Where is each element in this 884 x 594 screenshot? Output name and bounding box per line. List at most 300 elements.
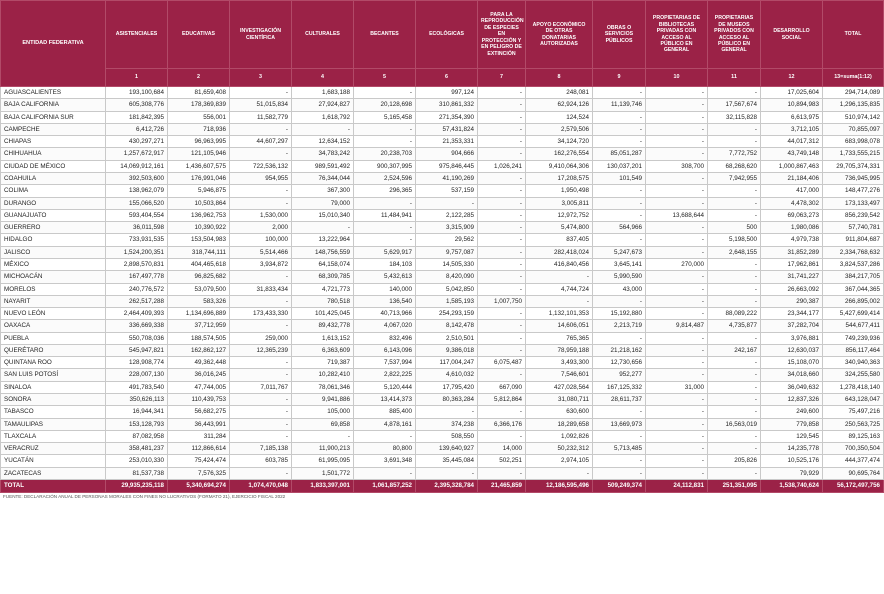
value-cell: 173,433,330 xyxy=(230,308,292,320)
value-cell: 89,432,778 xyxy=(292,320,354,332)
value-cell: - xyxy=(478,332,526,344)
value-cell: 5,629,917 xyxy=(354,246,416,258)
value-cell: 124,524 xyxy=(526,111,593,123)
value-cell: 5,812,864 xyxy=(478,394,526,406)
total-value-cell: 24,112,831 xyxy=(646,480,708,493)
state-name-cell: NUEVO LEÓN xyxy=(1,308,106,320)
table-row xyxy=(1,332,884,344)
value-cell: - xyxy=(354,123,416,135)
value-cell: 416,840,456 xyxy=(526,258,593,270)
value-cell: - xyxy=(593,185,646,197)
value-cell: 643,128,047 xyxy=(823,394,884,406)
value-cell: 13,688,644 xyxy=(646,209,708,221)
value-cell: - xyxy=(354,222,416,234)
value-cell: 136,962,753 xyxy=(168,209,230,221)
value-cell: 2,464,409,393 xyxy=(106,308,168,320)
value-cell: 11,484,941 xyxy=(354,209,416,221)
value-cell: 1,132,101,353 xyxy=(526,308,593,320)
value-cell: 1,733,555,215 xyxy=(823,148,884,160)
value-cell: - xyxy=(478,197,526,209)
value-cell: - xyxy=(646,455,708,467)
value-cell: - xyxy=(478,406,526,418)
state-name-cell: CIUDAD DE MÉXICO xyxy=(1,160,106,172)
total-value-cell: 29,935,235,118 xyxy=(106,480,168,493)
value-cell: 35,445,084 xyxy=(416,455,478,467)
value-cell: - xyxy=(230,271,292,283)
value-cell: - xyxy=(646,332,708,344)
state-name-cell: PUEBLA xyxy=(1,332,106,344)
value-cell: 20,128,698 xyxy=(354,99,416,111)
header-row xyxy=(1,1,884,69)
value-cell: 1,683,188 xyxy=(292,87,354,99)
value-cell: 3,691,348 xyxy=(354,455,416,467)
value-cell: - xyxy=(230,295,292,307)
value-cell: 26,663,092 xyxy=(761,283,823,295)
value-cell: 630,600 xyxy=(526,406,593,418)
value-cell: - xyxy=(593,209,646,221)
value-cell: - xyxy=(593,406,646,418)
value-cell: 7,546,601 xyxy=(526,369,593,381)
value-cell: 4,610,032 xyxy=(416,369,478,381)
value-cell: 64,158,074 xyxy=(292,258,354,270)
value-cell: - xyxy=(478,222,526,234)
total-value-cell: 1,061,857,252 xyxy=(354,480,416,493)
value-cell: 37,712,959 xyxy=(168,320,230,332)
value-cell: - xyxy=(708,197,761,209)
table-row xyxy=(1,344,884,356)
value-cell: 722,536,132 xyxy=(230,160,292,172)
value-cell: 193,100,684 xyxy=(106,87,168,99)
value-cell: 1,530,000 xyxy=(230,209,292,221)
value-cell: 294,714,089 xyxy=(823,87,884,99)
value-cell: 3,824,537,286 xyxy=(823,258,884,270)
value-cell: 2,122,285 xyxy=(416,209,478,221)
value-cell: 36,011,598 xyxy=(106,222,168,234)
state-name-cell: HIDALGO xyxy=(1,234,106,246)
value-cell: 856,117,464 xyxy=(823,344,884,356)
table-row xyxy=(1,406,884,418)
value-cell: 1,980,086 xyxy=(761,222,823,234)
value-cell: - xyxy=(526,295,593,307)
table-row xyxy=(1,369,884,381)
column-number-1: 1 xyxy=(106,69,168,87)
value-cell: - xyxy=(230,185,292,197)
column-number-11: 11 xyxy=(708,69,761,87)
value-cell: 136,540 xyxy=(354,295,416,307)
total-value-cell: 251,351,095 xyxy=(708,480,761,493)
value-cell: - xyxy=(646,234,708,246)
value-cell: 110,439,753 xyxy=(168,394,230,406)
value-cell: 87,082,958 xyxy=(106,430,168,442)
value-cell: 15,010,340 xyxy=(292,209,354,221)
state-name-cell: OAXACA xyxy=(1,320,106,332)
value-cell: - xyxy=(593,123,646,135)
table-row xyxy=(1,357,884,369)
value-cell: 911,804,687 xyxy=(823,234,884,246)
value-cell: 904,666 xyxy=(416,148,478,160)
value-cell: 3,976,881 xyxy=(761,332,823,344)
value-cell: 75,424,474 xyxy=(168,455,230,467)
table-row xyxy=(1,111,884,123)
value-cell: - xyxy=(593,332,646,344)
value-cell: 21,218,162 xyxy=(593,344,646,356)
value-cell: - xyxy=(646,123,708,135)
value-cell: 44,017,312 xyxy=(761,136,823,148)
value-cell: 2,000 xyxy=(230,222,292,234)
value-cell: - xyxy=(526,467,593,479)
value-cell: 7,942,955 xyxy=(708,172,761,184)
column-number-7: 7 xyxy=(478,69,526,87)
value-cell: 544,677,411 xyxy=(823,320,884,332)
value-cell: 16,563,019 xyxy=(708,418,761,430)
value-cell: 5,432,613 xyxy=(354,271,416,283)
column-number-9: 9 xyxy=(593,69,646,87)
value-cell: 32,115,828 xyxy=(708,111,761,123)
value-cell: 500 xyxy=(708,222,761,234)
value-cell: 155,066,520 xyxy=(106,197,168,209)
value-cell: 7,576,325 xyxy=(168,467,230,479)
value-cell: 12,730,656 xyxy=(593,357,646,369)
value-cell: 16,944,341 xyxy=(106,406,168,418)
value-cell: 13,414,373 xyxy=(354,394,416,406)
state-name-cell: VERACRUZ xyxy=(1,443,106,455)
value-cell: - xyxy=(478,87,526,99)
value-cell: - xyxy=(646,308,708,320)
value-cell: 10,894,983 xyxy=(761,99,823,111)
value-cell: 2,334,768,632 xyxy=(823,246,884,258)
value-cell: - xyxy=(416,197,478,209)
value-cell: 162,276,554 xyxy=(526,148,593,160)
state-name-cell: BAJA CALIFORNIA xyxy=(1,99,106,111)
value-cell: 1,134,696,889 xyxy=(168,308,230,320)
value-cell: 583,326 xyxy=(168,295,230,307)
value-cell: 367,300 xyxy=(292,185,354,197)
value-cell: 718,936 xyxy=(168,123,230,135)
column-header-11: PROPIETARIAS DE MUSEOS PRIVADOS CON ACCESO AL PÚBLICO EN GENERAL xyxy=(708,1,761,69)
value-cell: 765,365 xyxy=(526,332,593,344)
value-cell: 885,400 xyxy=(354,406,416,418)
table-row xyxy=(1,197,884,209)
value-cell: 31,833,434 xyxy=(230,283,292,295)
value-cell: 1,026,241 xyxy=(478,160,526,172)
column-header-6: ECOLÓGICAS xyxy=(416,1,478,69)
table-row xyxy=(1,418,884,430)
value-cell: 4,478,302 xyxy=(761,197,823,209)
value-cell: 1,296,135,835 xyxy=(823,99,884,111)
value-cell: 952,277 xyxy=(593,369,646,381)
value-cell: 1,524,200,351 xyxy=(106,246,168,258)
table-row xyxy=(1,308,884,320)
value-cell: - xyxy=(478,467,526,479)
total-value-cell: 1,074,470,048 xyxy=(230,480,292,493)
value-cell: 181,842,395 xyxy=(106,111,168,123)
value-cell: - xyxy=(526,271,593,283)
value-cell: - xyxy=(646,344,708,356)
value-cell: - xyxy=(646,406,708,418)
value-cell: 15,192,880 xyxy=(593,308,646,320)
table-row xyxy=(1,283,884,295)
value-cell: 5,514,466 xyxy=(230,246,292,258)
value-cell: 31,741,227 xyxy=(761,271,823,283)
value-cell: 667,090 xyxy=(478,381,526,393)
value-cell: 367,044,365 xyxy=(823,283,884,295)
value-cell: 3,712,105 xyxy=(761,123,823,135)
value-cell: - xyxy=(230,467,292,479)
value-cell: 17,025,604 xyxy=(761,87,823,99)
value-cell: 6,143,096 xyxy=(354,344,416,356)
table-row xyxy=(1,467,884,479)
value-cell: - xyxy=(646,111,708,123)
value-cell: 259,000 xyxy=(230,332,292,344)
table-row xyxy=(1,160,884,172)
value-cell: 1,007,750 xyxy=(478,295,526,307)
value-cell: - xyxy=(354,234,416,246)
value-cell: 4,067,020 xyxy=(354,320,416,332)
value-cell: 205,826 xyxy=(708,455,761,467)
value-cell: 28,611,737 xyxy=(593,394,646,406)
value-cell: 68,268,620 xyxy=(708,160,761,172)
value-cell: 5,247,673 xyxy=(593,246,646,258)
value-cell: 105,000 xyxy=(292,406,354,418)
value-cell: 336,669,338 xyxy=(106,320,168,332)
column-number-2: 2 xyxy=(168,69,230,87)
value-cell: - xyxy=(646,87,708,99)
value-cell: - xyxy=(708,430,761,442)
value-cell: 5,120,444 xyxy=(354,381,416,393)
state-name-cell: SONORA xyxy=(1,394,106,406)
value-cell: - xyxy=(708,185,761,197)
value-cell: 27,924,827 xyxy=(292,99,354,111)
value-cell: - xyxy=(478,99,526,111)
value-cell: 14,069,912,161 xyxy=(106,160,168,172)
value-cell: 4,735,877 xyxy=(708,320,761,332)
state-name-cell: COAHUILA xyxy=(1,172,106,184)
state-name-cell: GUERRERO xyxy=(1,222,106,234)
value-cell: 31,000 xyxy=(646,381,708,393)
value-cell: 11,900,213 xyxy=(292,443,354,455)
value-cell: - xyxy=(292,123,354,135)
value-cell: 29,562 xyxy=(416,234,478,246)
value-cell: - xyxy=(416,467,478,479)
value-cell: - xyxy=(593,111,646,123)
source-note: FUENTE: DECLARACIÓN ANUAL DE PERSONAS MORALES CON FINES NO LUCRATIVOS (FORMATO 21), EJERCICIO FISCAL 2022 xyxy=(3,494,286,499)
value-cell: 4,979,738 xyxy=(761,234,823,246)
value-cell: 14,606,051 xyxy=(526,320,593,332)
value-cell: - xyxy=(478,430,526,442)
value-cell: - xyxy=(646,430,708,442)
state-name-cell: CHIHUAHUA xyxy=(1,148,106,160)
value-cell: 3,005,811 xyxy=(526,197,593,209)
value-cell: 76,344,044 xyxy=(292,172,354,184)
value-cell: - xyxy=(708,271,761,283)
total-label: TOTAL xyxy=(1,480,106,493)
table-row xyxy=(1,430,884,442)
value-cell: 3,493,300 xyxy=(526,357,593,369)
value-cell: 57,431,824 xyxy=(416,123,478,135)
value-cell: - xyxy=(708,394,761,406)
total-value-cell: 2,395,328,784 xyxy=(416,480,478,493)
state-name-cell: MORELOS xyxy=(1,283,106,295)
value-cell: 14,505,330 xyxy=(416,258,478,270)
value-cell: 43,749,148 xyxy=(761,148,823,160)
table-row xyxy=(1,394,884,406)
value-cell: - xyxy=(230,430,292,442)
table-row xyxy=(1,148,884,160)
value-cell: 17,795,420 xyxy=(416,381,478,393)
value-cell: 51,015,834 xyxy=(230,99,292,111)
value-cell: - xyxy=(593,197,646,209)
value-cell: - xyxy=(708,381,761,393)
state-name-cell: QUERÉTARO xyxy=(1,344,106,356)
column-header-8: APOYO ECONÓMICO DE OTRAS DONATARIAS AUTORIZADAS xyxy=(526,1,593,69)
value-cell: 9,941,886 xyxy=(292,394,354,406)
value-cell: 14,235,778 xyxy=(761,443,823,455)
value-cell: - xyxy=(478,320,526,332)
value-cell: - xyxy=(646,136,708,148)
column-header-entidad: ENTIDAD FEDERATIVA xyxy=(1,1,106,87)
value-cell: - xyxy=(354,430,416,442)
value-cell: 510,974,142 xyxy=(823,111,884,123)
value-cell: 5,990,590 xyxy=(593,271,646,283)
value-cell: 81,537,738 xyxy=(106,467,168,479)
value-cell: 282,418,024 xyxy=(526,246,593,258)
value-cell: 780,518 xyxy=(292,295,354,307)
table-row xyxy=(1,172,884,184)
value-cell: 392,503,600 xyxy=(106,172,168,184)
column-header-4: CULTURALES xyxy=(292,1,354,69)
value-cell: 502,251 xyxy=(478,455,526,467)
value-cell: 2,898,570,831 xyxy=(106,258,168,270)
value-cell: 6,613,975 xyxy=(761,111,823,123)
value-cell: 4,878,161 xyxy=(354,418,416,430)
value-cell: 37,282,704 xyxy=(761,320,823,332)
value-cell: - xyxy=(593,136,646,148)
value-cell: - xyxy=(292,430,354,442)
value-cell: 69,063,273 xyxy=(761,209,823,221)
value-cell: - xyxy=(593,87,646,99)
value-cell: 167,125,332 xyxy=(593,381,646,393)
value-cell: 21,353,331 xyxy=(416,136,478,148)
value-cell: 242,167 xyxy=(708,344,761,356)
value-cell: 20,238,703 xyxy=(354,148,416,160)
value-cell: - xyxy=(646,357,708,369)
value-cell: 736,945,995 xyxy=(823,172,884,184)
value-cell: 550,708,036 xyxy=(106,332,168,344)
value-cell: 162,862,127 xyxy=(168,344,230,356)
table-row xyxy=(1,381,884,393)
value-cell: 9,814,487 xyxy=(646,320,708,332)
value-cell: 3,645,141 xyxy=(593,258,646,270)
value-cell: 10,282,410 xyxy=(292,369,354,381)
table-row xyxy=(1,136,884,148)
value-cell: - xyxy=(478,148,526,160)
value-cell: 61,995,095 xyxy=(292,455,354,467)
table-row xyxy=(1,99,884,111)
value-cell: 1,000,867,463 xyxy=(761,160,823,172)
value-cell: 417,000 xyxy=(761,185,823,197)
value-cell: 564,966 xyxy=(593,222,646,234)
value-cell: 7,537,994 xyxy=(354,357,416,369)
value-cell: 6,412,726 xyxy=(106,123,168,135)
column-number-row xyxy=(1,69,884,87)
column-header-9: OBRAS O SERVICIOS PÚBLICOS xyxy=(593,1,646,69)
value-cell: - xyxy=(354,467,416,479)
value-cell: - xyxy=(708,258,761,270)
value-cell: 148,477,276 xyxy=(823,185,884,197)
table-row xyxy=(1,246,884,258)
value-cell: - xyxy=(230,87,292,99)
value-cell: 593,404,554 xyxy=(106,209,168,221)
value-cell: - xyxy=(230,394,292,406)
value-cell: 719,387 xyxy=(292,357,354,369)
value-cell: 12,972,752 xyxy=(526,209,593,221)
table-row xyxy=(1,234,884,246)
value-cell: 1,501,772 xyxy=(292,467,354,479)
value-cell: - xyxy=(354,136,416,148)
value-cell: - xyxy=(646,197,708,209)
value-cell: 733,931,535 xyxy=(106,234,168,246)
value-cell: 358,481,237 xyxy=(106,443,168,455)
value-cell: 34,124,720 xyxy=(526,136,593,148)
value-cell: 249,600 xyxy=(761,406,823,418)
value-cell: - xyxy=(478,258,526,270)
value-cell: 57,740,781 xyxy=(823,222,884,234)
value-cell: - xyxy=(646,172,708,184)
table-row xyxy=(1,209,884,221)
value-cell: 6,363,609 xyxy=(292,344,354,356)
state-name-cell: COLIMA xyxy=(1,185,106,197)
value-cell: 545,947,821 xyxy=(106,344,168,356)
value-cell: 78,959,188 xyxy=(526,344,593,356)
value-cell: 70,855,097 xyxy=(823,123,884,135)
total-row xyxy=(1,480,884,493)
value-cell: 62,924,126 xyxy=(526,99,593,111)
value-cell: 537,159 xyxy=(416,185,478,197)
value-cell: 2,510,501 xyxy=(416,332,478,344)
value-cell: - xyxy=(646,467,708,479)
value-cell: 17,567,674 xyxy=(708,99,761,111)
value-cell: - xyxy=(708,295,761,307)
value-cell: 47,744,005 xyxy=(168,381,230,393)
value-cell: 29,705,374,331 xyxy=(823,160,884,172)
value-cell: 779,858 xyxy=(761,418,823,430)
column-number-12: 12 xyxy=(761,69,823,87)
value-cell: 12,837,326 xyxy=(761,394,823,406)
table-row xyxy=(1,258,884,270)
value-cell: 749,239,936 xyxy=(823,332,884,344)
value-cell: - xyxy=(593,295,646,307)
table-body xyxy=(1,87,884,480)
value-cell: - xyxy=(478,271,526,283)
state-name-cell: JALISCO xyxy=(1,246,106,258)
value-cell: - xyxy=(230,197,292,209)
value-cell: - xyxy=(646,394,708,406)
value-cell: 989,591,492 xyxy=(292,160,354,172)
value-cell: - xyxy=(230,123,292,135)
value-cell: 2,974,105 xyxy=(526,455,593,467)
value-cell: 75,497,216 xyxy=(823,406,884,418)
value-cell: 3,934,872 xyxy=(230,258,292,270)
state-name-cell: BAJA CALIFORNIA SUR xyxy=(1,111,106,123)
value-cell: 13,669,973 xyxy=(593,418,646,430)
value-cell: 308,700 xyxy=(646,160,708,172)
state-name-cell: SAN LUIS POTOSÍ xyxy=(1,369,106,381)
value-cell: 1,613,152 xyxy=(292,332,354,344)
value-cell: - xyxy=(646,418,708,430)
value-cell: 270,000 xyxy=(646,258,708,270)
value-cell: 1,618,792 xyxy=(292,111,354,123)
value-cell: 14,000 xyxy=(478,443,526,455)
